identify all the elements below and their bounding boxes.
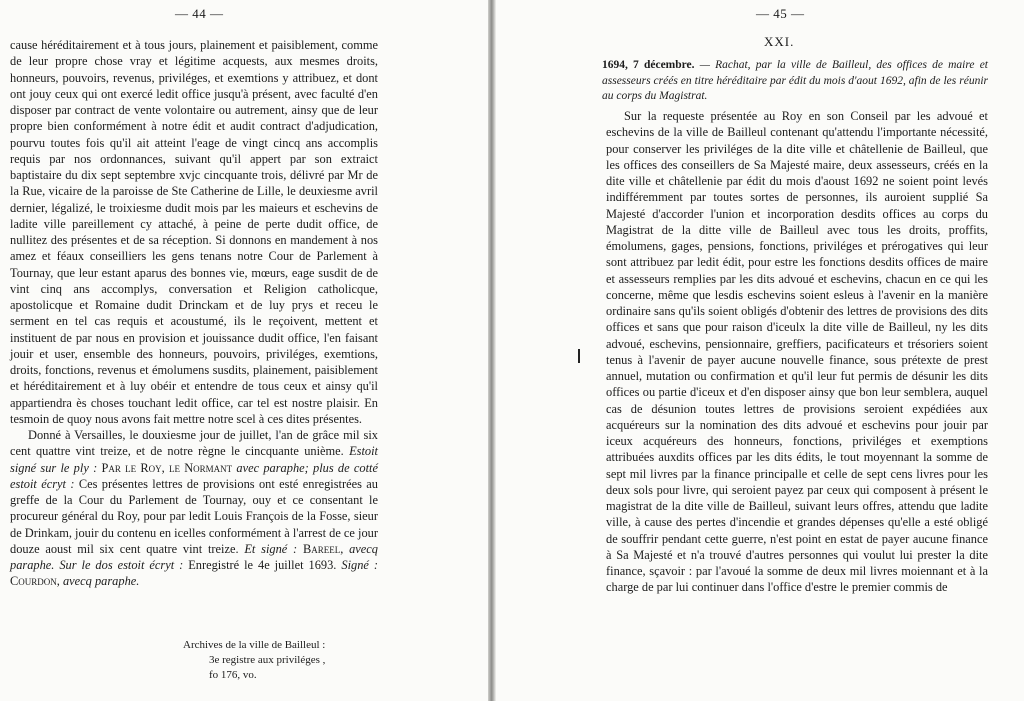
- signer2-tail: avecq paraphe. Sur le dos estoit écryt :: [10, 541, 378, 572]
- closing-date-text: Donné à Versailles, le douxiesme jour de juillet, l'an de grâce mil six cent quattre vint treize, et de notre règne le cincquante unième.: [10, 428, 378, 459]
- right-page-text: [606, 108, 988, 596]
- header-date: 1694, 7 décembre.: [602, 59, 695, 71]
- left-paragraph-main: cause héréditairement et à tous jours, plainement et paisiblement, comme de leur propre chose vray et légitime acquests, aux mesmes droits, honneurs, pouvoirs, revenus, priviléges, et exemtions y attribuez, et dont ont jouy ceux qui ont exercé ledit office jusqu'à présent, avec faculté d'en disposer par contract de vente volontaire ou autrement, ainsy que de leur propre bien conformément à notre édit et audit contract d'adjudication, pourvu toutes fois qu'il ait atteint l'eage de vingt cincq ans accomplis requis par nos ordonnances, suivant qu'il appert par son extraict baptistaire du dix sept septembre xvjc cincquante trois, délivré par Mr de la Rue, vicaire de la paroisse de Ste Catherine de Lille, le deuxiesme avril dernier, légalizé, le troixiesme dudit mois par les maieurs et eschevins de ladite ville pareillement cy attaché, à peine de perte dudit office, de nullitez des présentes et de sa réception. Si donnons en mandement à nos amez et féaux conseilliers les gens tenans notre Cour de Parlement à Tournay, que leur estant aparus des bonnes vie, mœurs, eage susdit de de vint cinq ans accomplys, conversation et Religion catholicque, apostolicque et Romaine dudit Drinckam et de luy prys et receu le serment en tel cas requis et acoustumé, ils le reçoivent, mettent et instituent de par nous en provision et jouissance dudit office, l'en faisant jouir et user, ensemble des honneurs, pouvoirs, priviléges, exemtions, droits, fonctions, revenus et émolumens susdits, plainement, paisiblement et héréditairement et à luy obéir et entendre de tous ceux et ainsy qu'il appartiendra ès choses touchant ledit office, car tel est nostre plaisir. En tesmoin de quoy nous avons fait mettre notre scel à ces dites présentes.: [10, 38, 378, 426]
- margin-mark: [578, 349, 580, 363]
- signer3-name: Courdon,: [10, 574, 60, 589]
- left-paragraph-closing: [10, 427, 378, 590]
- source-line-2: 3e registre aux priviléges ,: [209, 654, 326, 666]
- left-page: [0, 0, 488, 701]
- book-gutter: [488, 0, 496, 701]
- source-line-3: fo 176, vo.: [209, 669, 257, 681]
- registration-text: Ces présentes lettres de provisions ont esté enregistrées au greffe de la Cour du Parlement de Tournay, ouy et ce consentant le procureur général du Roy, pour par ledit Louis François de la Fosse, sieur de Drinkam, jouir du contenu en icelles conformément à l'arrest de ce jour douze aoust mil six cent quatre vint treize.: [10, 476, 378, 556]
- archive-source: [183, 638, 325, 683]
- section-number: XXI.: [764, 34, 795, 49]
- paraphe-note: avec paraphe; plus de cotté estoit écryt :: [10, 460, 378, 491]
- right-page: [496, 0, 1024, 701]
- source-line-1: Archives de la ville de Bailleul :: [183, 639, 326, 651]
- signer2-name: Bareel,: [302, 541, 344, 556]
- signer-text: Par le Roy,: [101, 460, 165, 475]
- right-page-number: — 45 —: [756, 6, 805, 21]
- right-paragraph-body: Sur la requeste présentée au Roy en son Conseil par les advoué et eschevins de la ville de Bailleul contenant qu'attendu l'importante nécessité, pour conserver les priviléges de la dite ville et châtellenie de Bailleul, que les offices des conseillers de Sa Majesté maire, deux assesseurs, créés en la dite ville et châtellenie par édit du mois d'aoust 1692 ne soient point levés indifféremment par toutes sortes de personnes, ils auroient supplié Sa Majesté d'accorder l'union et incorporation desdits offices au corps du Magistrat de la ditte ville de Bailleul avec tous les droits, proffits, émolumens, gages, pensions, fonctions, priviléges et prérogatives qui leur sont attribuez par ledit édit, pour estre les fonctions desdits offices de maire et assesseurs remplies par les dits advoué et eschevins, chacun en ce qui les concerne, même que lesdis eschevins soient esleus à l'avenir en la manière ordinaire sans qu'ils soient obligés d'obtenir des lettres de provisions des dits offices et sans que pour raison d'iceulx la dite ville de Bailleul, ny les dits advoué, eschevins, pensionnaire, greffiers, pacificateurs et trésoriers soient tenus à l'avenir de payer aucune nouvelle finance, sous prétexte de prest annuel, mutation ou confirmation et qu'il leur fut permis de désunir les dits offices ou partie d'iceux et d'en disposer ainsy que bon leur semblera, auquel cas de désunion toutes lettres de provisions seroient expédiées aux acquéreurs sur la nomination des dits advoué et eschevins pour jouir par iceux acquéreurs des honneurs, fonctions, priviléges et exemptions attribuées auxdits offices par les dits édits, le tout moyennant la somme de sept mil livres par la finance principalle et celle de sept cens livres pour les deux sols pour livre, qui seroient payez par ceux qui composent à présent le magistrat de la dite ville de Bailleul, suivant leurs offres, attendu que ladite ville, à cause des pertes d'incendie et grandes dépenses qu'elle a esté obligé de souffrir pendant cette guerre, n'est point en estat de payer aucune finance à Sa Majesté et n'a trouvé d'autres personnes qui voulut lui prester la dite finance, sçavoir : par l'avoué la somme de deux mil livres moiennant et à la charge de par lui continuer dans l'office d'estre le premier commis de: [606, 109, 988, 595]
- signed3-label: Signé :: [341, 558, 378, 572]
- signer3-tail: avecq paraphe.: [62, 574, 140, 589]
- registered-text: Enregistré le 4e juillet 1693.: [188, 558, 337, 572]
- left-page-text: [10, 37, 378, 590]
- left-page-number: — 44 —: [175, 6, 224, 21]
- signed-label: Estoit signé sur le ply :: [10, 444, 378, 475]
- header-summary: — Rachat, par la ville de Bailleul, des offices de maire et assesseurs créés en titre héréditaire par édit du mois d'aout 1692, afin de les réunir au corps du Magistrat.: [602, 59, 989, 102]
- signer-name: le Normant: [168, 460, 233, 475]
- document-header: [602, 58, 988, 105]
- signed2-label: Et signé :: [244, 541, 298, 556]
